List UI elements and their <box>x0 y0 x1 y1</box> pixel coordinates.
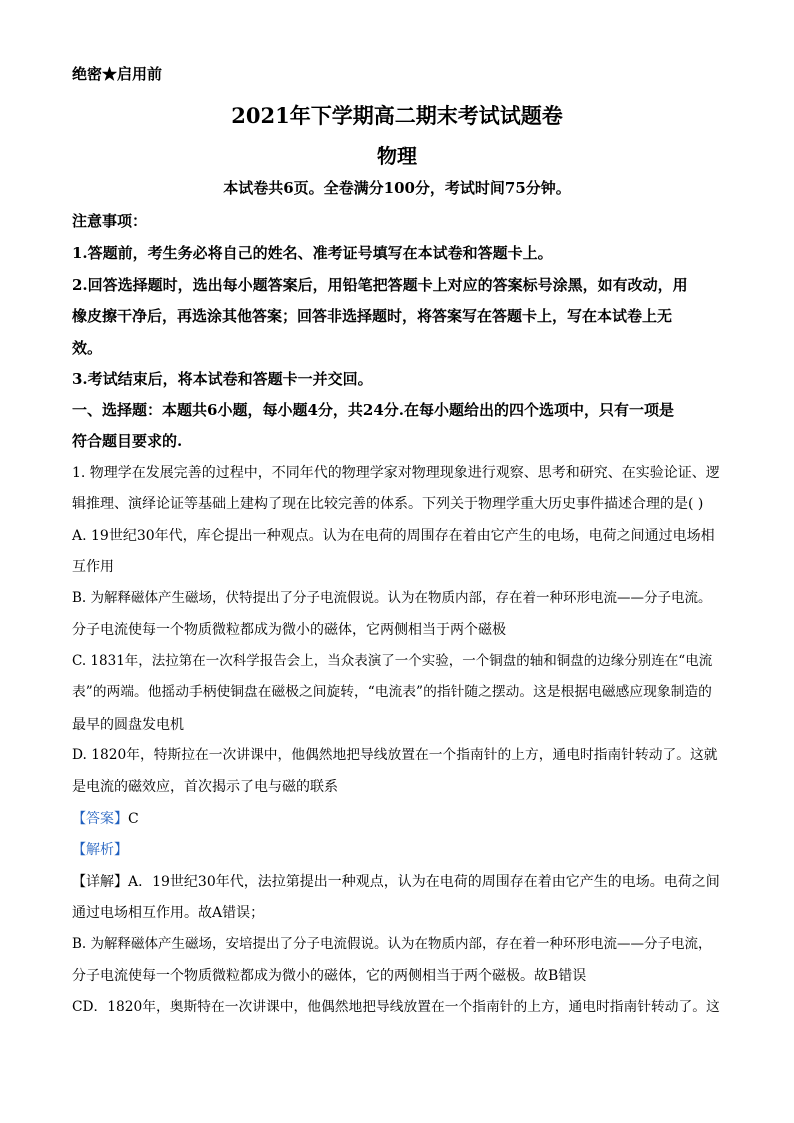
analysis-tag: 【解析】 <box>72 842 128 858</box>
exam-title: 2021年下学期高二期末考试试题卷 <box>231 103 563 128</box>
option-d-line-1: D. 1820年，特斯拉在一次讲课中，他偶然地把导线放置在一个指南针的上方，通电时指南针转动了。这就 <box>72 747 718 763</box>
notice-item-2-line-2: 橡皮擦干净后，再选涂其他答案；回答非选择题时，将答案写在答题卡上，写在本试卷上无 <box>72 307 673 325</box>
section-heading-line-1: 一、选择题：本题共6小题，每小题4分，共24分.在每小题给出的四个选项中，只有一项是 <box>72 401 674 419</box>
detail-text: A．19世纪30年代，法拉第提出一种观点，认为在电荷的周围存在着由它产生的电场。电荷之间 <box>128 874 720 890</box>
detail-b-line-2: 分子电流使每一个物质微粒都成为微小的磁体，它的两侧相当于两个磁极。故B错误 <box>72 968 587 984</box>
confidential-mark: 绝密★启用前 <box>72 65 163 83</box>
detail-b-line-1: B. 为解释磁体产生磁场，安培提出了分子电流假说。认为在物质内部，存在着一种环形电流——分子电流， <box>72 936 712 952</box>
option-b-line-1: B. 为解释磁体产生磁场，伏特提出了分子电流假说。认为在物质内部，存在着一种环形电流——分子电流。 <box>72 590 712 606</box>
detail-tag: 【详解】 <box>72 874 128 890</box>
answer-tag: 【答案】 <box>72 811 128 827</box>
question-stem-line-2: 辑推理、演绎论证等基础上建构了现在比较完善的体系。下列关于物理学重大历史事件描述合理的是( ) <box>72 496 704 512</box>
subject-title: 物理 <box>377 144 417 168</box>
notice-heading: 注意事项： <box>72 212 148 230</box>
option-a-line-1: A. 19世纪30年代，库仑提出一种观点。认为在电荷的周围存在着由它产生的电场，电荷之间通过电场相 <box>72 528 715 544</box>
answer-line <box>72 812 139 826</box>
option-a-line-2: 互作用 <box>72 559 114 575</box>
option-c-line-3: 最早的圆盘发电机 <box>72 717 184 733</box>
option-c-line-1: C. 1831年，法拉第在一次科学报告会上，当众表演了一个实验，一个铜盘的轴和铜盘的边缘分别连在“电流 <box>72 653 713 669</box>
detail-line-1 <box>72 875 720 889</box>
option-c-line-2: 表”的两端。他摇动手柄使铜盘在磁极之间旋转，“电流表”的指针随之摆动。这是根据电磁感应现象制造的 <box>72 684 712 700</box>
detail-cd-line-1: CD．1820年，奥斯特在一次讲课中，他偶然地把导线放置在一个指南针的上方，通电时指南针转动了。这 <box>72 999 720 1015</box>
exam-info: 本试卷共6页。全卷满分100分，考试时间75分钟。 <box>223 179 571 197</box>
answer-value: C <box>128 811 139 827</box>
question-stem-line-1: 1. 物理学在发展完善的过程中，不同年代的物理学家对物理现象进行观察、思考和研究、在实验论证、逻 <box>72 465 720 481</box>
option-d-line-2: 是电流的磁效应，首次揭示了电与磁的联系 <box>72 779 338 795</box>
notice-item-2-line-1: 2.回答选择题时，选出每小题答案后，用铅笔把答题卡上对应的答案标号涂黑，如有改动，用 <box>72 276 688 294</box>
notice-item-2-line-3: 效。 <box>72 339 103 357</box>
section-heading-line-2: 符合题目要求的. <box>72 432 183 450</box>
detail-line-2: 通过电场相互作用。故A错误； <box>72 905 265 921</box>
notice-item-3: 3.考试结束后，将本试卷和答题卡一并交回。 <box>72 370 373 388</box>
option-b-line-2: 分子电流使每一个物质微粒都成为微小的磁体，它两侧相当于两个磁极 <box>72 622 506 638</box>
notice-item-1: 1.答题前，考生务必将自己的姓名、准考证号填写在本试卷和答题卡上。 <box>72 244 553 262</box>
